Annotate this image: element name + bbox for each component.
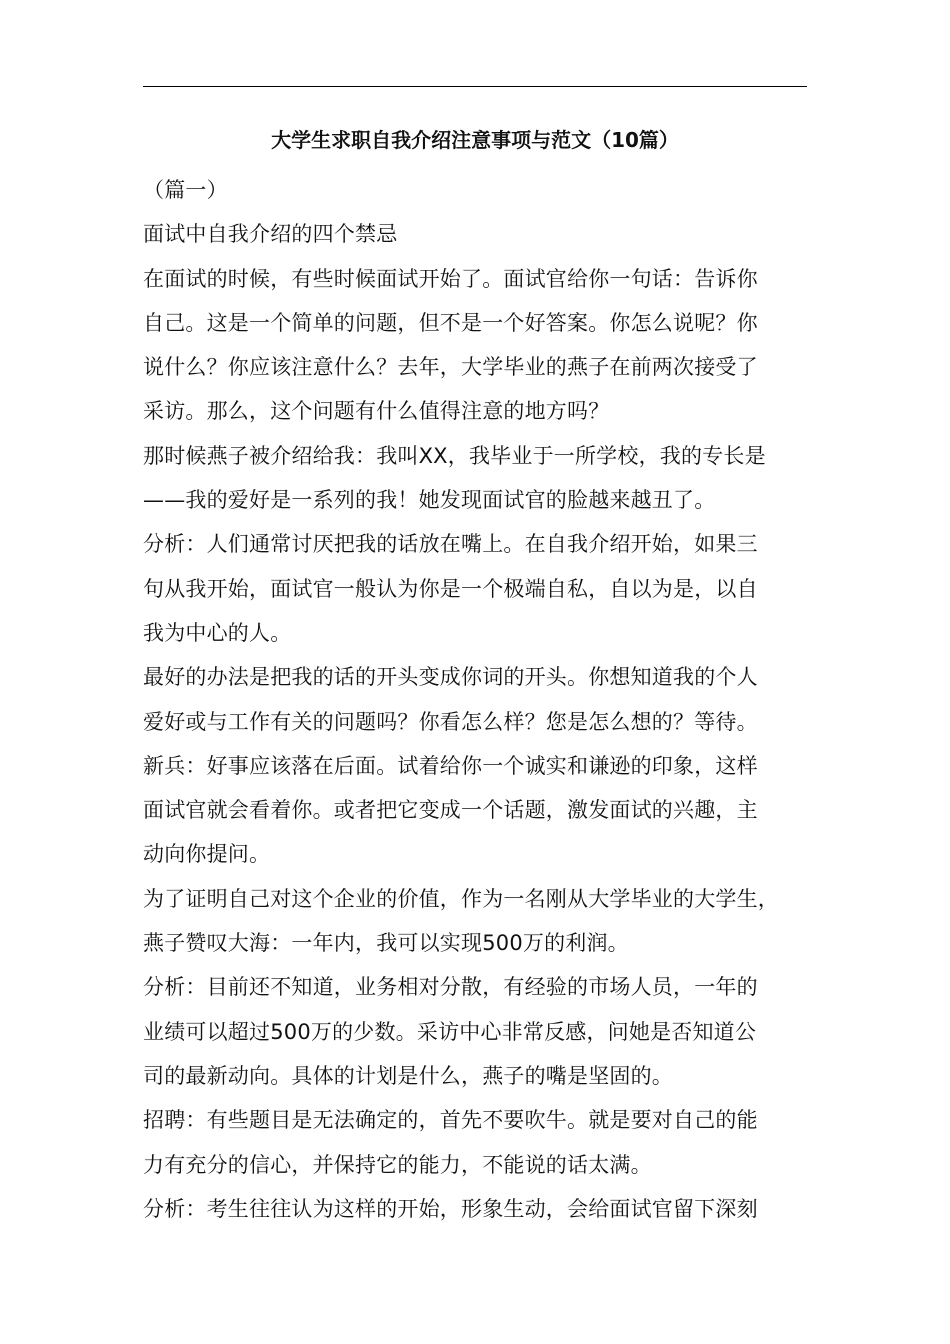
- body-line: 自己。这是一个简单的问题，但不是一个好答案。你怎么说呢？你: [143, 310, 758, 335]
- body-line: 业绩可以超过500万的少数。采访中心非常反感，问她是否知道公: [143, 1019, 757, 1044]
- document-body: [143, 168, 813, 1231]
- body-line: 力有充分的信心，并保持它的能力，不能说的话太满。: [143, 1152, 652, 1177]
- body-line: 招聘：有些题目是无法确定的，首先不要吹牛。就是要对自己的能: [143, 1108, 758, 1133]
- body-line: 采访。那么，这个问题有什么值得注意的地方吗？: [143, 399, 610, 424]
- body-line: 动向你提问。: [143, 842, 271, 867]
- body-line: 爱好或与工作有关的问题吗？你看怎么样？您是怎么想的？等待。: [143, 709, 758, 734]
- body-line: 我为中心的人。: [143, 620, 292, 645]
- section-heading: 面试中自我介绍的四个禁忌: [143, 222, 398, 247]
- body-line: 说什么？你应该注意什么？去年，大学毕业的燕子在前两次接受了: [143, 355, 758, 380]
- header-rule: [143, 86, 807, 87]
- body-line: 面试官就会看着你。或者把它变成一个话题，激发面试的兴趣，主: [143, 798, 758, 823]
- body-line: 在面试的时候，有些时候面试开始了。面试官给你一句话：告诉你: [143, 266, 758, 291]
- body-line: 为了证明自己对这个企业的价值，作为一名刚从大学毕业的大学生，: [143, 886, 779, 911]
- body-line: 最好的办法是把我的话的开头变成你词的开头。你想知道我的个人: [143, 665, 758, 690]
- body-line: 分析：目前还不知道，业务相对分散，有经验的市场人员，一年的: [143, 975, 758, 1000]
- body-line: 分析：人们通常讨厌把我的话放在嘴上。在自我介绍开始，如果三: [143, 532, 758, 557]
- body-line: 燕子赞叹大海：一年内，我可以实现500万的利润。: [143, 931, 629, 956]
- body-line: 司的最新动向。具体的计划是什么，燕子的嘴是坚固的。: [143, 1063, 673, 1088]
- body-line: 新兵：好事应该落在后面。试着给你一个诚实和谦逊的印象，这样: [143, 753, 758, 778]
- body-line: 分析：考生往往认为这样的开始，形象生动，会给面试官留下深刻: [143, 1196, 758, 1221]
- section-label: （篇一）: [143, 178, 228, 202]
- body-line: ——我的爱好是一系列的我！她发现面试官的脸越来越丑了。: [143, 488, 716, 513]
- body-line: 句从我开始，面试官一般认为你是一个极端自私，自以为是，以自: [143, 576, 758, 601]
- body-line: 那时候燕子被介绍给我：我叫XX，我毕业于一所学校，我的专长是: [143, 443, 766, 468]
- document-title: 大学生求职自我介绍注意事项与范文（10篇）: [271, 128, 679, 152]
